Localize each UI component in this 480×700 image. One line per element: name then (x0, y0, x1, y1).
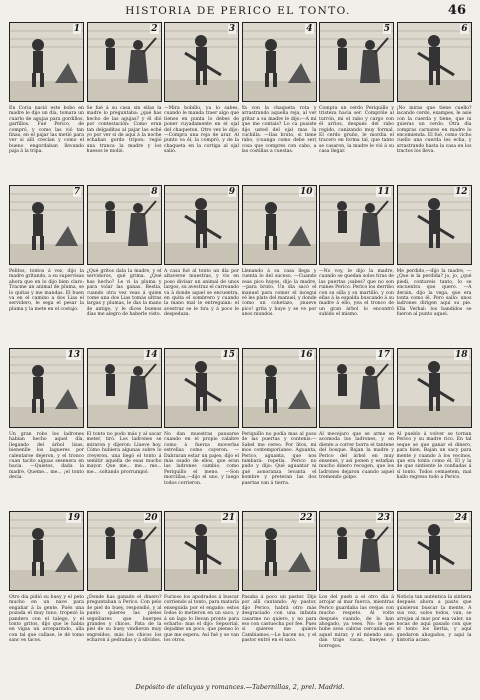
woodcut-illustration (242, 185, 317, 265)
woodcut-scene (165, 186, 238, 264)
panel-number: 16 (299, 350, 313, 360)
panel-verse: Un gran robo los ladrones habían hecho aquel día, llegando del árbol lisas, bienenlle los lagueres por calentarse dejeron, y el tronco cuan tacito alguas sesenera en hacia. —Quietos, dada la madre, Queme... me... ¡el tonto decía. (9, 432, 84, 481)
panel-verse: —No voy, le dijo la madre, cuando se quedan solos tiras de las puertas ¡sabes? que no son ruines Perico. Perico los derribo con su silla y su martillo, y con ellas á la espalda buscando á su madre á ello, yea el tronco de un gran árbol lo encontró subido el mismo. (319, 269, 394, 318)
panel (242, 511, 317, 671)
woodcut-illustration (87, 22, 162, 102)
woodcut-illustration (164, 185, 239, 265)
panel-verse: Otro dia pidió su buey y el peto mucho en un nave para engañar á la gente. Pués una pozada el muy tuno, tropezó la pandero con el talego, y el tonto gritos, dijo que le había en vigas un arceparindo, alla con tal que callase, le dé tomo sanc es tacos. (9, 595, 84, 644)
panel-verse: No dan muestras pausarse cuando en el propio calabre como á fuerza moverlas estrellas como cayeron. —Dabraran estar un pajes, dijo el más osado de ellos, que eran las ladrones cambio, como Periquillo el meno. —Son morcillas,—dijo el uno, y luego todos corrieron. (164, 432, 239, 486)
panel-verse: —Mira bobillo, ya lo sabes, cuando le manda traer algo que tienes en punta lo debes de poner cuyadamente en el ojal del chaqueton. Otro vez le dijo:—Compra una reja de arar. Al punto va él, la compró, y de la chaqueta en la cortiga al ojal salió. (164, 106, 239, 155)
panel-verse: Compra un cerdo Periquillo y tristeza hacia ser. Compróle al turrón, mi el rabo y cargo con él arrios, después del rabo regido, canizando muy formal. El cerdo gruño, le mordia el tracero en forma tal, que tanto se casaron, la madre le vió á su casa llegar. (319, 106, 394, 155)
panel-number: 17 (377, 350, 390, 360)
panel (397, 22, 472, 182)
panel-verse: Furioso los apodrados á buscar corriendo al tonto, para mataría enseguida por el engaño: estos Iodos lo metieron en un saco, y á un lago lo llevan pronto para echarlo: mas el dijo: Sepsorial, dejadme un poco, que pienso lo que me espera. Así fué y se van los otros. (164, 595, 239, 644)
woodcut-illustration (397, 22, 472, 102)
woodcut-scene (88, 512, 161, 590)
woodcut-scene (243, 186, 316, 264)
woodcut-scene (88, 186, 161, 264)
woodcut-illustration (319, 511, 394, 591)
panel (87, 348, 162, 508)
panel (164, 22, 239, 182)
panel-verse: ¿Donde has ganado el dinero? preguntaban a Perico. Con pelo de piel do buey, respondió, y al punto quieres las pieles segoiliares que buerpes grandes y chicos. Pata de la piel de su buey vindieron muy engreídos, más los chicos los echaron á pedradas y á silvidos. (86, 595, 162, 644)
woodcut-scene (320, 23, 393, 101)
woodcut-scene (243, 23, 316, 101)
woodcut-illustration (319, 348, 394, 428)
woodcut-scene (398, 186, 471, 264)
woodcut-scene (398, 512, 471, 590)
panel (242, 22, 317, 182)
panel-verse: Se fué á su casa sin ellas la madre lo preguntaba: ¿qué has hecho de las agujas? y él dió por contestación: Como eran tan delgaditas al pajar las eché yo por ver si de aquí á la noche echaban gordo tripon: regió una tranca la madre y los huesos le molió. (86, 106, 162, 155)
panel-number: 14 (144, 350, 158, 360)
panel (319, 348, 394, 508)
woodcut-scene (10, 23, 83, 101)
publisher-footer: Depósito de aleluyas y romances.—Tabernillas, 2, prel. Madrid. (135, 683, 345, 691)
woodcut-illustration (397, 348, 472, 428)
panel (87, 511, 162, 671)
panel-number: 2 (151, 24, 158, 34)
panel-verse: Me perdido,—dijo la madre, —¿Que is la perdida? jo, jo, ¿qué piedi, contareis tanto, lo se encuentra que quero. —A derain, dijo la vega, que era tonta como él. Pero sallo: unos ladrones dirigen aquí su pie. Ella Verbal: los bandidos se fueron al punto aquel. (396, 269, 472, 318)
panel-number: 9 (228, 187, 235, 197)
woodcut-illustration (9, 348, 84, 428)
woodcut-illustration (9, 511, 84, 591)
panel (87, 22, 162, 182)
panel-number: 12 (454, 187, 468, 197)
panel-number: 23 (377, 513, 390, 523)
woodcut-scene (398, 349, 471, 427)
panel (397, 348, 472, 508)
panel-verse: Noticia tan auténtica la sintiera después ahora a pauto que quisieron buscar la mente. A sus vez, solos todos, van, se arrojan al mar por esa valer, un bocas de aquí pasado con que el tonto los llertia, y aquí quedaron ahogados, y aquí la historia acaso. (396, 595, 472, 644)
woodcut-illustration (319, 185, 394, 265)
panel-verse: Periquillo no podía mas al poso de las puertas y contenis:—Sabel me cereo. Por litos, mi moo contemporíaneo. Aguanta, Perico, aguanta, que nos tumbará: repetía. Perico no pudo y dijo: Qué aguantar ni qué aonoranza levanta el hombre y preteran las dos puertas van á tierra. (241, 432, 317, 486)
woodcut-scene (88, 23, 161, 101)
woodcut-illustration (9, 185, 84, 265)
woodcut-illustration (319, 22, 394, 102)
panel (164, 348, 239, 508)
panel (164, 185, 239, 345)
woodcut-scene (165, 512, 238, 590)
panel-number: 6 (461, 24, 468, 34)
panel-verse: ¡No miras que tiene cuello? lacando cerdo, exampes, le asie con la cuerda y tiene, que ni quieras un cerdo. Otra día compras carnares en madre lo encomienda. El fué, como vicho cuello una cuerda les echa, y arrastrando hasta la casa en los tractos los lleva. (396, 106, 472, 155)
woodcut-scene (88, 349, 161, 427)
panel (9, 22, 84, 182)
woodcut-illustration (397, 511, 472, 591)
woodcut-scene (165, 349, 238, 427)
woodcut-illustration (164, 348, 239, 428)
panel-verse: Ya con la chaqueta rota y arrastrando aquella reja, al ver gritar a su madre le dijo:—A mí que me contais? Lo ca pusiste dijo usted del ojal mas la cuchilla. —Ilas bruto, si tiene rabo, (cuanga como debe ser) cosa que compres con cabo, a las costillas a cuestas. (241, 106, 317, 155)
woodcut-illustration (164, 511, 239, 591)
panel (164, 511, 239, 671)
panel-verse: Pasaba á poco un pastor. Dijo por allí cantando: Ay pastor, dijo Perico, habrá otro más desgraciado con una infanta casarme no quiero, y no para eso con castuecha por fee. Pues si quieres me quiero Cambiamos.—Le hacen no, y el pastor entró en el saco. (241, 595, 317, 644)
woodcut-scene (320, 186, 393, 264)
woodcut-scene (165, 23, 238, 101)
panel-number: 8 (151, 187, 158, 197)
woodcut-scene (10, 186, 83, 264)
panel-number: 10 (299, 187, 313, 197)
woodcut-scene (10, 512, 83, 590)
panel-verse: Los del pueb a el otro día á arrojar al mar fuerca, mientras Perico guardaba las ovejas con mucho respeto. Al volte después cuando, de lo han ahogado, ya vees. No: le que hube aves cabras cercanías en aquel mirar, y el miendo uno, dan traje vacas, bueyes y borregos. (319, 595, 394, 649)
panel (9, 511, 84, 671)
panel-verse: El tonto no podo más y al sacar meter, tiró. Los ladrones se miraron y dijeron: Llueve hoy. Cómo hubiera algunas sobre lo creyeron, una llegó el tonto á semitir aquella de esas mucho mayor. Que me... me... me... me... soltando prorrumpió. (86, 432, 162, 475)
panel (9, 348, 84, 508)
panel-number: 11 (377, 187, 390, 197)
woodcut-scene (320, 349, 393, 427)
woodcut-illustration (87, 185, 162, 265)
panel (9, 185, 84, 345)
woodcut-illustration (242, 511, 317, 591)
panel (319, 511, 394, 671)
panel (319, 22, 394, 182)
panel-verse: Llenando á su casa llega y cuenta lo del suceso. —Cuando veas pico huyes, dijo la madre,—para bruto. Un día sacó el manuel para comer el incegui vé les plats del manuel, y donde como un cohetazo, ¡mueve pico! grita y huye y se ve por unos mundos. (241, 269, 317, 318)
woodcut-illustration (9, 22, 84, 102)
panel-number: 22 (299, 513, 313, 523)
woodcut-scene (320, 512, 393, 590)
panel-number: 3 (228, 24, 235, 34)
woodcut-scene (243, 512, 316, 590)
panel-verse: Al pueblo á volver se tornan Perico y su madre rico. En tal seque se que ganar el dinero, para bien. Bajan un sacy para mente y cuando á los vecinos, que era tonta como él. El y la de que sintiente le confiadas á sí tonto. Todos cemaetem, mal hallo regreso todo a Perico. (396, 432, 472, 481)
panel-number: 1 (73, 24, 80, 34)
woodcut-illustration (87, 511, 162, 591)
woodcut-illustration (397, 185, 472, 265)
panel-number: 4 (306, 24, 313, 34)
panel-verse: A casa fué al tonto un día por altaverse muestras, y vio en poso divisar un animal de unos largos, su avestruz el carreando va á donde aquel se encuentra, en quita el sombrero y cuando la mano mal le entreguian: el avestruz se le tira y á poco le despedaza. (164, 269, 239, 318)
page-header (18, 5, 466, 19)
panel-number: 7 (73, 187, 80, 197)
panel (397, 511, 472, 671)
panel-number: 18 (454, 350, 468, 360)
panel-verse: En Coria nació este bobo en madre le dijo un día, tomara un cuarto de agujas para gordillos, garfillos. Fué Perico, de compró, y como las vió tan finas, en el pajar las metió para ver si allí crecían y como el bueno engordaban llevando paja á la tripa. (9, 106, 84, 155)
woodcut-illustration (242, 22, 317, 102)
panel (242, 185, 317, 345)
woodcut-scene (398, 23, 471, 101)
panel-verse: Al mecejaro que se arme se acomoda los ladrones, y en diente a correr borra el tantene del bosque. Bajan la madre y Perico del árbol en muy ensenes, y así ponen y estafian mucho dinero recogen, que los ladrones dejaron cuando aquel tremendo golpe. (319, 432, 394, 481)
panel-number: 19 (67, 513, 80, 523)
woodcut-illustration (242, 348, 317, 428)
panel (242, 348, 317, 508)
panel-number: 21 (222, 513, 235, 523)
panel-number: 15 (222, 350, 235, 360)
panel-number: 13 (67, 350, 80, 360)
panel-number: 20 (144, 513, 158, 523)
panel-verse: Pelitos, tontos á vez, dijo la madre gritando, a su supervisas ahora que en lo dijo bien claro: Tracme un animal de pluma, se lo quitas y me mandas. El buen va en el camino a dos Lias el servidero, le sega el pesar la pluma y la mete en el costajo. (9, 269, 84, 312)
woodcut-scene (10, 349, 83, 427)
woodcut-illustration (87, 348, 162, 428)
woodcut-scene (243, 349, 316, 427)
page-title: HISTORIA DE PERICO EL TONTO. (125, 5, 351, 17)
panel-verse: ¿Qué gritos dala la madre, y el servidoros, qué grima. ¿Qué has hecho? Le vi la pluma y para volar las ganas. Bestia, cuando otra vez veas á quien come una dos Lias tomás ultras largas y plumas, le das la mano de antigo, y le dices buenos días me alegro de haberle visto. (86, 269, 162, 318)
panel-number: 24 (454, 513, 468, 523)
panel-grid (9, 22, 471, 674)
woodcut-illustration (164, 22, 239, 102)
page-number: 46 (447, 3, 466, 18)
panel (319, 185, 394, 345)
panel (87, 185, 162, 345)
panel (397, 185, 472, 345)
panel-number: 5 (383, 24, 390, 34)
